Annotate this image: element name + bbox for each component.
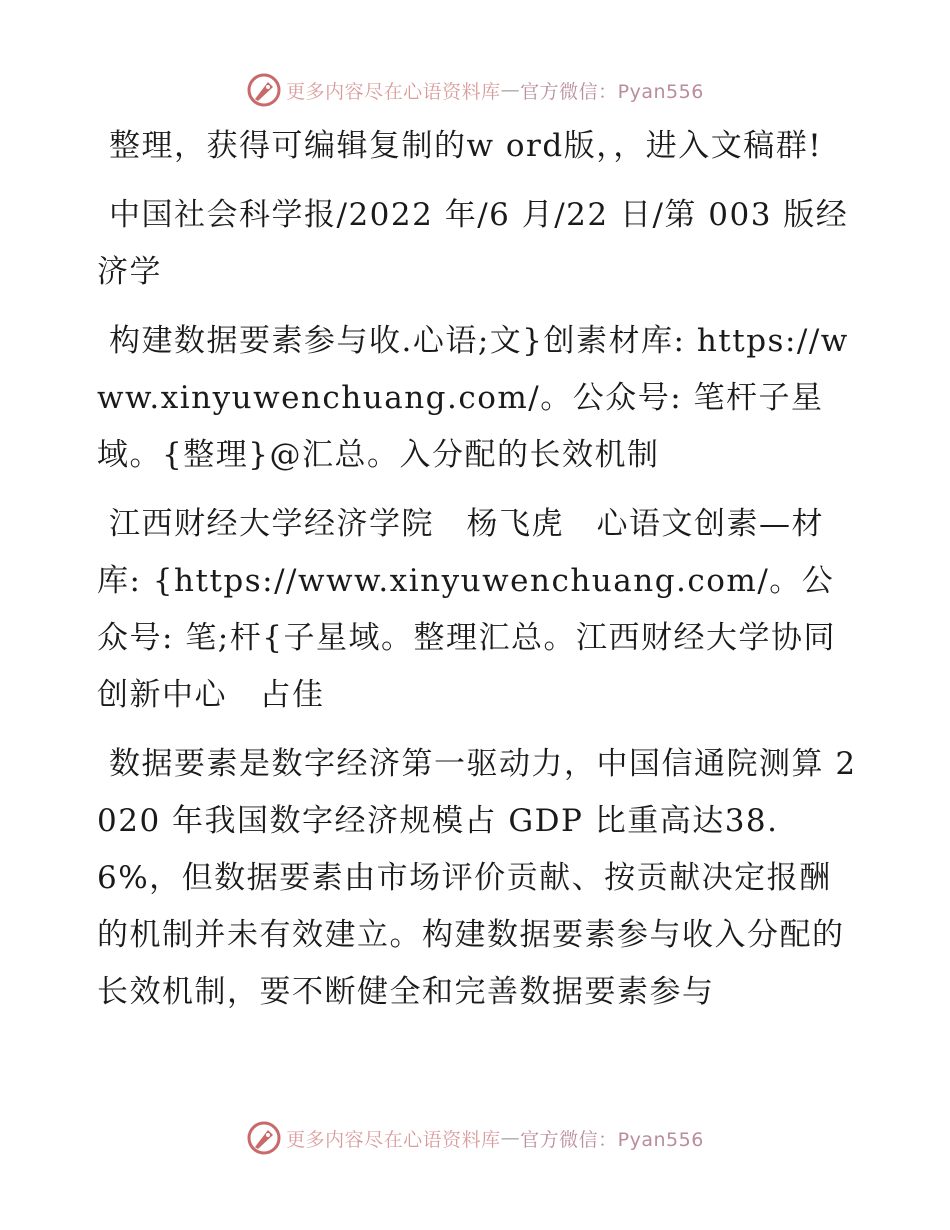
- pen-nib-circle-icon: [246, 1120, 282, 1156]
- banner-lead-text: 更多内容尽在心语资料库: [286, 80, 501, 103]
- pen-nib-circle-icon: [246, 72, 282, 108]
- banner-separator: —: [500, 1127, 521, 1149]
- banner-contact-text: 官方微信：Pyan556: [520, 1128, 704, 1151]
- paragraph-intro: 整理，获得可编辑复制的w ord版，，进入文稿群!: [109, 128, 823, 164]
- banner-lead-text: 更多内容尽在心语资料库: [286, 1128, 501, 1151]
- document-body: [97, 118, 857, 1033]
- banner-contact-text: 官方微信：Pyan556: [520, 80, 704, 103]
- header-watermark-banner: [0, 68, 950, 112]
- paragraph-title: 构建数据要素参与收.心语;文}创素材库: https://www.xinyuwenchuang.com/。公众号: 笔杆子星域。{整理}@汇总。入分配的长效机制: [97, 323, 849, 473]
- paragraph-source: 中国社会科学报/2022 年/6 月/22 日/第 003 版经济学: [97, 197, 849, 290]
- footer-watermark-banner: [0, 1116, 950, 1160]
- banner-separator: —: [500, 79, 521, 101]
- paragraph-authors: 江西财经大学经济学院 杨飞虎 心语文创素—材库: {https://www.xinyuwenchuang.com/。公众号: 笔;杆{子星域。整理汇总。江西财经大学协同创新中心 占佳: [97, 506, 836, 713]
- paragraph-body: 数据要素是数字经济第一驱动力，中国信通院测算 2020 年我国数字经济规模占 GDP 比重高达38.6%，但数据要素由市场评价贡献、按贡献决定报酬的机制并未有效建立。构建数据要素参与收入分配的长效机制，要不断健全和完善数据要素参与: [97, 746, 857, 1010]
